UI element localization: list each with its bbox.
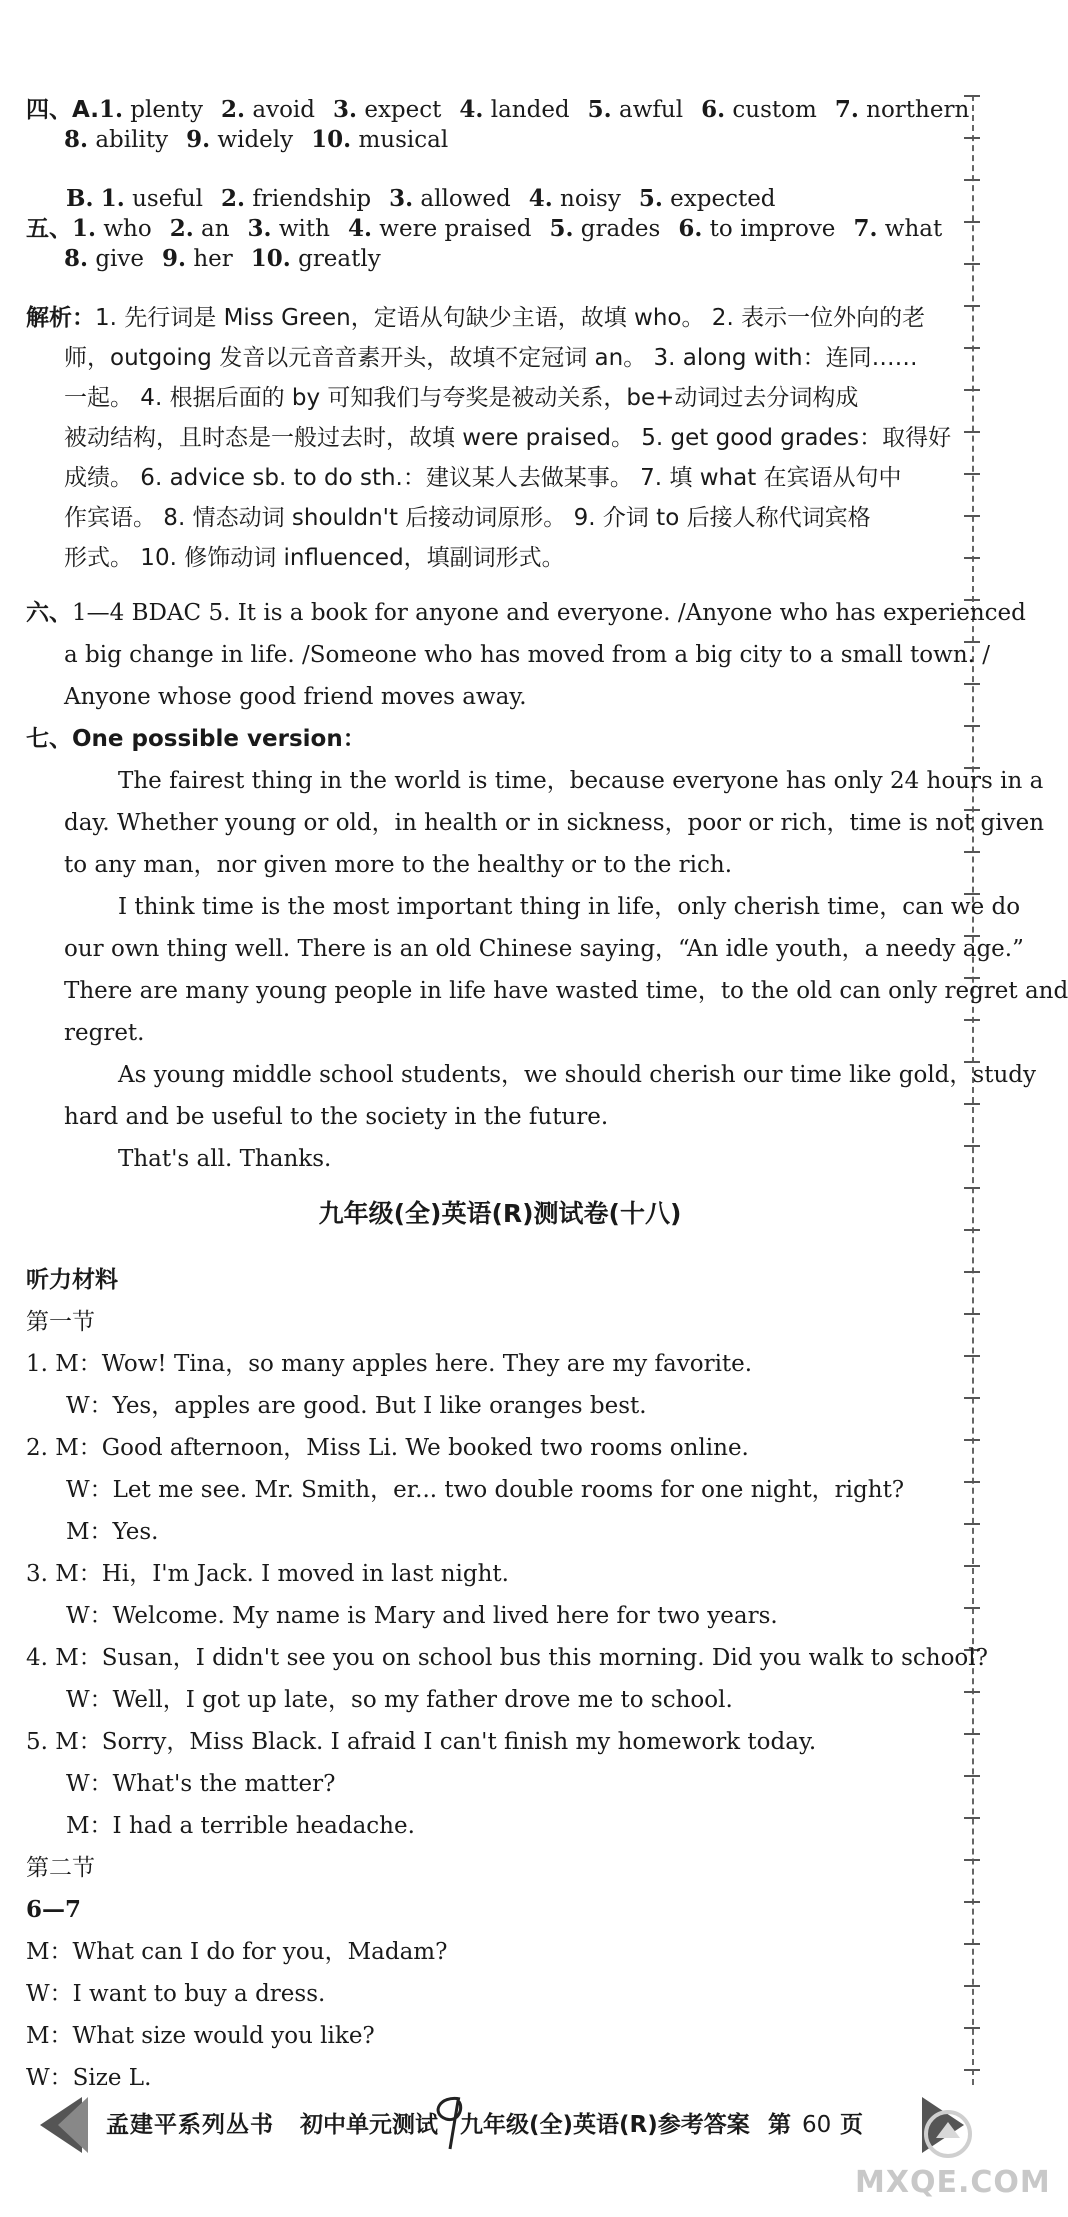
section5-line2 bbox=[64, 244, 960, 274]
section4-b-item-answer: friendship bbox=[245, 186, 372, 212]
section4-b-item-number: 1. bbox=[100, 185, 125, 212]
section4-a-item-answer: landed bbox=[483, 97, 570, 123]
dialog-text-6: 3. M：Hi，I'm Jack. I moved in last night. bbox=[26, 1561, 509, 1587]
section4-a-item-answer: northern bbox=[858, 97, 970, 123]
cut-line-tick bbox=[964, 1145, 980, 1147]
section4-a-item-number: 8. bbox=[64, 126, 89, 153]
cut-line-tick bbox=[964, 473, 980, 475]
section4-a-item bbox=[99, 97, 203, 123]
dialog-text-3: 2. M：Good afternoon，Miss Li. We booked two rooms online. bbox=[26, 1435, 749, 1461]
cut-line-tick bbox=[964, 1985, 980, 1987]
analysis-line-7 bbox=[64, 543, 960, 573]
section7-version: One possible version： bbox=[72, 726, 366, 752]
section5-item-number: 5. bbox=[549, 215, 574, 242]
section5-item-number: 7. bbox=[853, 215, 878, 242]
part2-text-2: W：I want to buy a dress. bbox=[26, 1981, 326, 2007]
analysis-line-3 bbox=[64, 383, 960, 413]
section4-a-item-answer: custom bbox=[725, 97, 817, 123]
footer-page-label: 第 bbox=[768, 2112, 791, 2138]
section5-item-number: 8. bbox=[64, 245, 89, 272]
part2-range-text: 6—7 bbox=[26, 1896, 82, 1923]
section4-b-item-answer: allowed bbox=[413, 186, 511, 212]
dialog-text-4: W：Let me see. Mr. Smith，er... two double rooms for one night，right? bbox=[66, 1477, 905, 1503]
essay-line-8 bbox=[118, 1060, 1036, 1090]
section6-line-2 bbox=[64, 640, 991, 670]
cut-line-tick bbox=[964, 1901, 980, 1903]
essay-text-8: As young middle school students，we should cherish our time like gold，study bbox=[118, 1062, 1036, 1088]
cut-line-tick bbox=[964, 1733, 980, 1735]
section4-b-item bbox=[101, 186, 203, 212]
essay-text-5: our own thing well. There is an old Chinese saying，“An idle youth，a needy age.” bbox=[64, 936, 1024, 962]
analysis-line-1 bbox=[26, 303, 960, 333]
section5-item-answer: were praised bbox=[372, 216, 532, 242]
essay-text-6: There are many young people in life have wasted time，to the old can only regret and bbox=[64, 978, 1068, 1004]
section4-a-item bbox=[64, 127, 168, 153]
essay-line-6 bbox=[64, 976, 1068, 1006]
cut-line-tick bbox=[964, 263, 980, 265]
section4-a-item bbox=[683, 97, 817, 123]
section4-b-items bbox=[101, 186, 776, 212]
dialog-line-1 bbox=[26, 1349, 960, 1379]
section4-a-item bbox=[203, 97, 315, 123]
section4-a-item-number: 5. bbox=[587, 96, 612, 123]
cut-line-tick bbox=[964, 389, 980, 391]
cut-line-tick bbox=[964, 1103, 980, 1105]
section4-a-item-number: 10. bbox=[311, 126, 352, 153]
part2-line-3 bbox=[26, 2021, 960, 2051]
analysis-line-4 bbox=[64, 423, 960, 453]
section5-item-answer: her bbox=[186, 246, 233, 272]
section4-b-item-number: 4. bbox=[528, 185, 553, 212]
dialog-line-5 bbox=[66, 1517, 960, 1547]
essay-text-4: I think time is the most important thing in life，only cherish time，can we do bbox=[118, 894, 1021, 920]
dialog-line-10 bbox=[26, 1727, 960, 1757]
essay-text-3: to any man，nor given more to the healthy or to the rich. bbox=[64, 852, 733, 878]
section6-line-3 bbox=[64, 682, 960, 712]
section6-label: 六、 bbox=[26, 600, 72, 626]
footer-left-arrow-inner-icon bbox=[58, 2097, 88, 2153]
essay-line-7 bbox=[64, 1018, 960, 1048]
cut-line-tick bbox=[964, 557, 980, 559]
essay-line-1 bbox=[118, 766, 1044, 796]
section6-text-3: Anyone whose good friend moves away. bbox=[64, 684, 527, 710]
cut-line-ticks bbox=[964, 95, 980, 2085]
section5-item-answer: who bbox=[96, 216, 152, 242]
cut-line-tick bbox=[964, 2069, 980, 2071]
dialog-text-12: M：I had a terrible headache. bbox=[66, 1813, 415, 1839]
cut-line-tick bbox=[964, 515, 980, 517]
dialog-text-7: W：Welcome. My name is Mary and lived here for two years. bbox=[66, 1603, 778, 1629]
section4-a-item bbox=[441, 97, 569, 123]
cut-line-tick bbox=[964, 1187, 980, 1189]
section4-a-item-answer: expect bbox=[357, 97, 442, 123]
cut-line-tick bbox=[964, 347, 980, 349]
part2-text-3: M：What size would you like? bbox=[26, 2023, 375, 2049]
section5-item bbox=[835, 216, 942, 242]
cut-line-tick bbox=[964, 137, 980, 139]
cut-line-tick bbox=[964, 1691, 980, 1693]
analysis-text-3: 一起。 4. 根据后面的 by 可知我们与夸奖是被动关系，be+动词过去分词构成 bbox=[64, 385, 859, 411]
analysis-text-5: 成绩。 6. advice sb. to do sth.：建议某人去做某事。 7. 填 what 在宾语从句中 bbox=[64, 465, 902, 491]
section4-a-item-answer: avoid bbox=[245, 97, 316, 123]
section7-label: 七、 bbox=[26, 726, 72, 752]
section6-line-1 bbox=[26, 598, 1026, 628]
section5-item bbox=[64, 246, 144, 272]
section4-a-line2 bbox=[64, 125, 960, 155]
dialog-line-7 bbox=[66, 1601, 960, 1631]
dialog-text-1: 1. M：Wow! Tina，so many apples here. They are my favorite. bbox=[26, 1351, 753, 1377]
cut-line-tick bbox=[964, 1943, 980, 1945]
footer-answer-title: 九年级(全)英语(R)参考答案 bbox=[460, 2112, 750, 2138]
analysis-text-1: 1. 先行词是 Miss Green，定语从句缺少主语，故填 who。 2. 表示一位外向的老 bbox=[95, 305, 926, 331]
dialog-text-10: 5. M：Sorry，Miss Black. I afraid I can't finish my homework today. bbox=[26, 1729, 817, 1755]
part2-line-1 bbox=[26, 1937, 960, 1967]
dialog-line-6 bbox=[26, 1559, 960, 1589]
footer-page-number: 60 bbox=[802, 2112, 832, 2138]
section5-item-answer: grades bbox=[573, 216, 661, 242]
cut-line-tick bbox=[964, 2027, 980, 2029]
page-footer bbox=[0, 2085, 1000, 2217]
essay-text-9: hard and be useful to the society in the future. bbox=[64, 1104, 609, 1130]
section5-item bbox=[144, 246, 233, 272]
cut-line-tick bbox=[964, 1523, 980, 1525]
section5-item bbox=[330, 216, 531, 242]
cut-line-tick bbox=[964, 1565, 980, 1567]
essay-line-9 bbox=[64, 1102, 960, 1132]
section4-b-item bbox=[371, 186, 511, 212]
cut-line-tick bbox=[964, 725, 980, 727]
cut-line-tick bbox=[964, 1859, 980, 1861]
watermark-badge-icon bbox=[920, 2108, 976, 2160]
cut-line-tick bbox=[964, 1355, 980, 1357]
section6-text-2: a big change in life. /Someone who has moved from a big city to a small town. / bbox=[64, 642, 991, 668]
section5-item-answer: give bbox=[88, 246, 145, 272]
cut-line-tick bbox=[964, 1271, 980, 1273]
dialog-text-2: W：Yes，apples are good. But I like oranges best. bbox=[66, 1393, 647, 1419]
section4-a-item bbox=[293, 127, 448, 153]
section4-a-item-answer: plenty bbox=[122, 97, 204, 123]
cut-line-tick bbox=[964, 1313, 980, 1315]
cut-line-tick bbox=[964, 305, 980, 307]
essay-text-10: That's all. Thanks. bbox=[118, 1146, 332, 1172]
section4-a-item-number: 4. bbox=[459, 96, 484, 123]
section5-item bbox=[233, 246, 381, 272]
section5-item-answer: greatly bbox=[290, 246, 381, 272]
essay-line-5 bbox=[64, 934, 1024, 964]
section5-item bbox=[152, 216, 230, 242]
cut-line-tick bbox=[964, 1817, 980, 1819]
section5-item-answer: an bbox=[193, 216, 230, 242]
section5-item-number: 2. bbox=[169, 215, 194, 242]
section4-a-item-number: 2. bbox=[221, 96, 246, 123]
section4-b-line bbox=[66, 184, 960, 214]
section5-item-answer: to improve bbox=[702, 216, 836, 242]
section4-b-item-number: 5. bbox=[638, 185, 663, 212]
cut-line-tick bbox=[964, 1481, 980, 1483]
section5-line1 bbox=[26, 214, 960, 244]
footer-test: 初中单元测试 bbox=[300, 2112, 438, 2138]
section4-b-label: B. bbox=[66, 185, 94, 212]
cut-line-tick bbox=[964, 1775, 980, 1777]
section4-a-item bbox=[570, 97, 683, 123]
section4-b-item bbox=[621, 186, 776, 212]
cut-line-tick bbox=[964, 179, 980, 181]
essay-line-3 bbox=[64, 850, 960, 880]
section4-a-item-number: 3. bbox=[333, 96, 358, 123]
section4-a-item-number: 6. bbox=[701, 96, 726, 123]
cut-line-tick bbox=[964, 1019, 980, 1021]
dialog-text-5: M：Yes. bbox=[66, 1519, 159, 1545]
section6-text-1: 1—4 BDAC 5. It is a book for anyone and everyone. /Anyone who has experienced bbox=[72, 600, 1026, 626]
dialog-line-2 bbox=[66, 1391, 960, 1421]
section4-a-item-number: 1. bbox=[98, 96, 123, 123]
section7-header bbox=[26, 724, 960, 754]
section4-b-item-answer: noisy bbox=[552, 186, 621, 212]
section5-item bbox=[230, 216, 330, 242]
cut-line-tick bbox=[964, 1439, 980, 1441]
essay-text-1: The fairest thing in the world is time，because everyone has only 24 hours in a bbox=[118, 768, 1044, 794]
section4-a-item-answer: awful bbox=[611, 97, 684, 123]
section5-item-number: 1. bbox=[72, 215, 97, 242]
test-title: 九年级(全)英语(R)测试卷(十八) bbox=[318, 1199, 682, 1228]
dialog-line-4 bbox=[66, 1475, 960, 1505]
section5-item bbox=[72, 216, 152, 242]
section4-a-item-number: 9. bbox=[186, 126, 211, 153]
cut-line-tick bbox=[964, 1397, 980, 1399]
essay-line-2 bbox=[64, 808, 1045, 838]
analysis-label: 解析： bbox=[26, 305, 95, 331]
section5-item-number: 6. bbox=[678, 215, 703, 242]
section4-b-item-number: 2. bbox=[221, 185, 246, 212]
analysis-line-5 bbox=[64, 463, 960, 493]
part2-line-2 bbox=[26, 1979, 960, 2009]
dialog-line-11 bbox=[66, 1769, 960, 1799]
analysis-text-2: 师，outgoing 发音以元音音素开头，故填不定冠词 an。 3. along with：连同…… bbox=[64, 345, 918, 371]
part2-text-1: M：What can I do for you，Madam? bbox=[26, 1939, 448, 1965]
section4-b-item bbox=[511, 186, 621, 212]
analysis-line-2 bbox=[64, 343, 960, 373]
essay-text-2: day. Whether young or old，in health or in sickness，poor or rich，time is not given bbox=[64, 810, 1045, 836]
dialog-line-12 bbox=[66, 1811, 960, 1841]
section4-a-label: 四、A. bbox=[26, 97, 99, 123]
footer-page-end: 页 bbox=[840, 2112, 863, 2138]
section4-a-item-number: 7. bbox=[834, 96, 859, 123]
cut-line-tick bbox=[964, 221, 980, 223]
section4-b-item-number: 3. bbox=[389, 185, 414, 212]
dialog-text-8: 4. M：Susan，I didn't see you on school bus this morning. Did you walk to school? bbox=[26, 1645, 988, 1671]
analysis-text-6: 作宾语。 8. 情态动词 shouldn't 后接动词原形。 9. 介词 to 后接人称代词宾格 bbox=[64, 505, 871, 531]
section5-item-number: 9. bbox=[162, 245, 187, 272]
cut-line-tick bbox=[964, 1607, 980, 1609]
cut-line-tick bbox=[964, 683, 980, 685]
dialog-text-11: W：What's the matter? bbox=[66, 1771, 336, 1797]
listening-heading: 听力材料 bbox=[26, 1267, 118, 1293]
section4-a-line1 bbox=[26, 95, 970, 125]
section4-a-item-answer: musical bbox=[351, 127, 449, 153]
section4-b-item-answer: expected bbox=[662, 186, 776, 212]
section5-item-number: 3. bbox=[247, 215, 272, 242]
listening-part2: 第二节 bbox=[26, 1855, 95, 1881]
part2-range bbox=[26, 1895, 960, 1925]
section4-b-item-answer: useful bbox=[124, 186, 204, 212]
section4-a-items-1 bbox=[99, 97, 969, 123]
section5-item-number: 4. bbox=[347, 215, 372, 242]
dialog-line-9 bbox=[66, 1685, 960, 1715]
watermark: MXQE.COM bbox=[855, 2165, 1051, 2200]
essay-line-4 bbox=[118, 892, 1021, 922]
section5-item-answer: with bbox=[271, 216, 330, 242]
section4-a-item bbox=[315, 97, 441, 123]
dialog-line-8 bbox=[26, 1643, 988, 1673]
analysis-line-6 bbox=[64, 503, 960, 533]
section5-item bbox=[660, 216, 835, 242]
section4-a-item bbox=[168, 127, 293, 153]
section5-item-number: 10. bbox=[250, 245, 291, 272]
dialog-text-9: W：Well，I got up late，so my father drove me to school. bbox=[66, 1687, 733, 1713]
essay-line-10 bbox=[118, 1144, 960, 1174]
section4-b-item bbox=[203, 186, 371, 212]
section5-item-answer: what bbox=[877, 216, 943, 242]
section4-a-item-answer: ability bbox=[88, 127, 169, 153]
section4-a-item-answer: widely bbox=[210, 127, 294, 153]
section5-items-1 bbox=[72, 216, 942, 242]
section5-label: 五、 bbox=[26, 216, 72, 242]
listening-part1: 第一节 bbox=[26, 1309, 95, 1335]
dialog-line-3 bbox=[26, 1433, 960, 1463]
footer-series: 孟建平系列丛书 bbox=[106, 2112, 274, 2138]
analysis-text-4: 被动结构，且时态是一般过去时，故填 were praised。 5. get good grades：取得好 bbox=[64, 425, 952, 451]
section5-item bbox=[531, 216, 660, 242]
part2-text-4: W：Size L. bbox=[26, 2065, 152, 2091]
cut-line-tick bbox=[964, 431, 980, 433]
analysis-text-7: 形式。 10. 修饰动词 influenced，填副词形式。 bbox=[64, 545, 565, 571]
essay-text-7: regret. bbox=[64, 1020, 145, 1046]
cut-line-tick bbox=[964, 851, 980, 853]
section4-a-item bbox=[817, 97, 969, 123]
